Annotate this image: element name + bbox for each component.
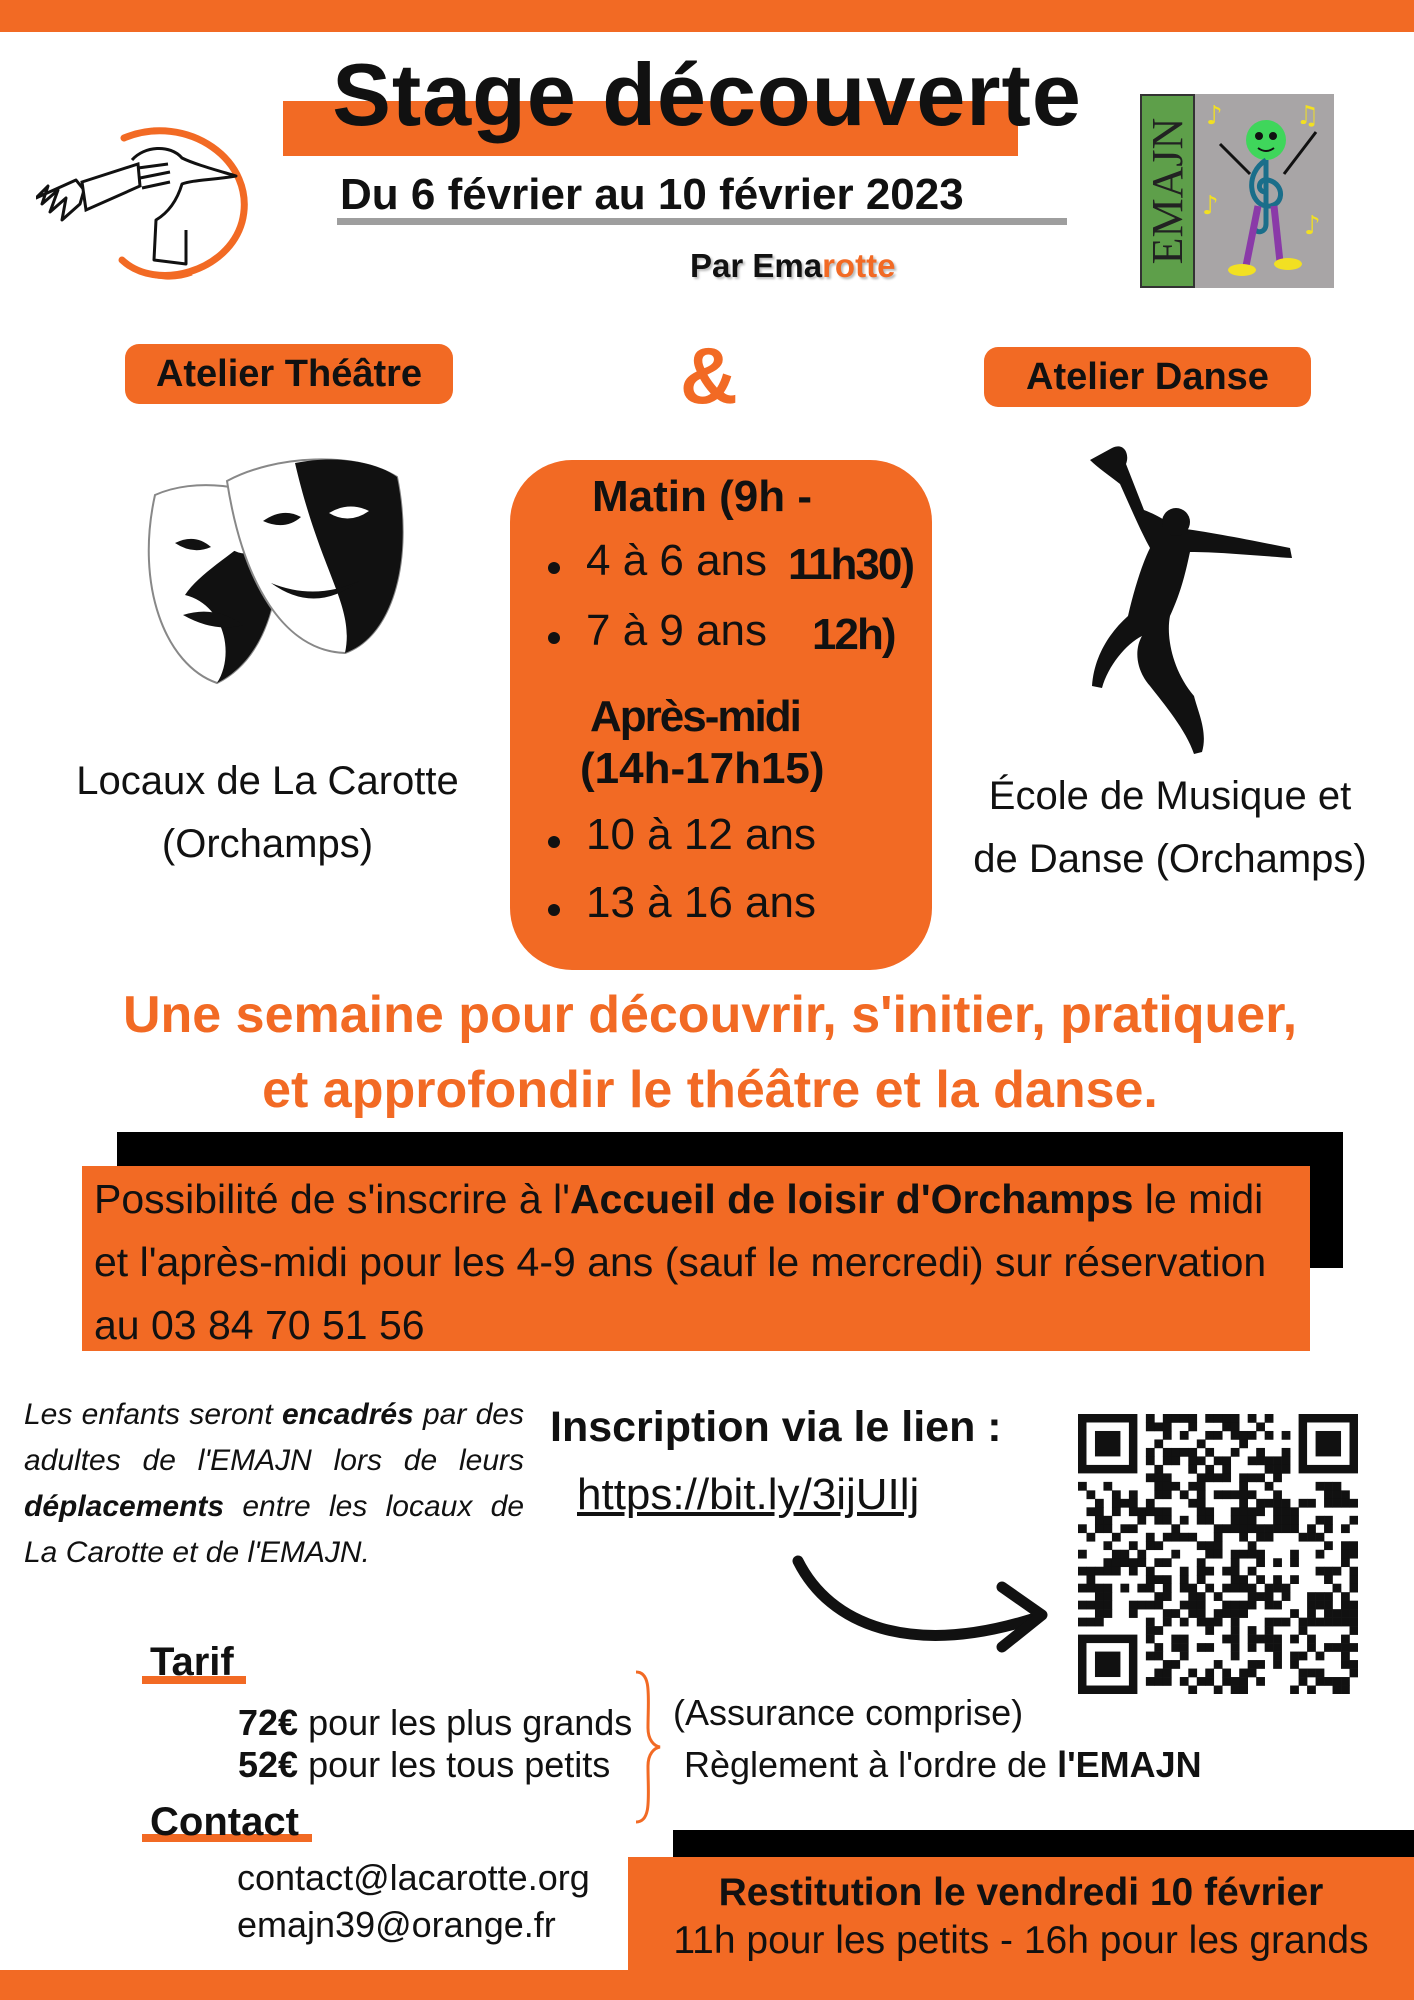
theatre-location-line1: Locaux de La Carotte <box>76 759 459 803</box>
tarif-title: Tarif <box>150 1640 234 1684</box>
organizer-suffix: rotte <box>822 247 896 284</box>
svg-text:♪: ♪ <box>1304 211 1321 241</box>
tarif-item-1 <box>238 1702 632 1744</box>
payment-prefix: Règlement à l'ordre de <box>684 1744 1058 1785</box>
bottom-border <box>0 1970 1414 2000</box>
danse-location-line2: de Danse (Orchamps) <box>973 837 1367 881</box>
slogan-line2: et approfondir le théâtre et la danse. <box>262 1061 1158 1119</box>
danse-location-line1: École de Musique et <box>988 774 1352 818</box>
tag-atelier-theatre: Atelier Théâtre <box>125 344 453 404</box>
payment-bold: l'EMAJN <box>1057 1744 1202 1785</box>
arrow-icon <box>790 1545 1060 1665</box>
supervision-note <box>24 1392 524 1576</box>
dancer-silhouette-icon <box>1060 440 1300 760</box>
morning-group-1-end: 11h30) <box>788 540 913 589</box>
contact-email-1[interactable]: contact@lacarotte.org <box>237 1857 590 1898</box>
restitution-line1: Restitution le vendredi 10 février <box>718 1871 1324 1914</box>
morning-group-2-end: 12h) <box>812 610 895 659</box>
registration-label: Inscription via le lien : <box>550 1403 1002 1451</box>
supervision-t2: par des adultes de l'EMAJN lors de leurs <box>24 1398 524 1477</box>
tarif-item-1-desc: pour les plus grands <box>298 1702 633 1743</box>
morning-group-1-age: 4 à 6 ans <box>586 536 768 585</box>
notice-box <box>82 1166 1310 1351</box>
supervision-b1: encadrés <box>281 1398 414 1431</box>
morning-group-2-age: 7 à 9 ans <box>586 606 768 655</box>
emajn-logo-text: EMAJN <box>1143 117 1192 265</box>
brace-icon <box>632 1668 662 1826</box>
event-dates: Du 6 février au 10 février 2023 <box>340 170 964 219</box>
danse-location <box>940 765 1400 891</box>
tarif-item-2 <box>238 1744 610 1786</box>
theatre-location-line2: (Orchamps) <box>161 822 374 866</box>
notice-bold: Accueil de loisir d'Orchamps <box>569 1176 1134 1222</box>
organizer-prefix: Par Ema <box>690 247 823 284</box>
qr-code[interactable] <box>1078 1414 1358 1694</box>
payment-note <box>684 1744 1202 1786</box>
bullet <box>548 562 560 574</box>
bullet <box>548 632 560 644</box>
notice-part2: le midi et l'après-midi pour les 4-9 ans (sauf le mercredi) sur réservation au 03 84 70 51 56 <box>94 1176 1267 1348</box>
afternoon-group-1: 10 à 12 ans <box>586 810 816 859</box>
svg-text:♪: ♪ <box>1202 191 1219 221</box>
insurance-note: (Assurance comprise) <box>673 1692 1024 1733</box>
tarif-item-2-price: 52€ <box>238 1744 299 1785</box>
organizer-credit <box>690 247 895 285</box>
slogan-line1: Une semaine pour découvrir, s'initier, pratiquer, <box>122 986 1298 1044</box>
contact-title: Contact <box>150 1800 299 1844</box>
supervision-t1: Les enfants seront <box>24 1398 282 1431</box>
tag-atelier-danse: Atelier Danse <box>984 347 1311 407</box>
svg-text:♪: ♪ <box>1206 101 1223 131</box>
restitution-line2: 11h pour les petits - 16h pour les grands <box>673 1919 1369 1962</box>
restitution-box <box>628 1857 1414 1970</box>
afternoon-group-2: 13 à 16 ans <box>586 878 816 927</box>
tarif-item-2-desc: pour les tous petits <box>298 1744 611 1785</box>
page-title: Stage découverte <box>332 45 1082 144</box>
emajn-logo <box>1140 94 1334 288</box>
tarif-item-1-price: 72€ <box>238 1702 299 1743</box>
theatre-location <box>30 750 505 876</box>
afternoon-title-line1: Après-midi <box>590 692 800 741</box>
schedule-box <box>510 460 932 970</box>
bullet <box>548 836 560 848</box>
ampersand: & <box>680 331 738 420</box>
svg-text:♫: ♫ <box>1296 101 1320 131</box>
morning-title: Matin (9h - <box>592 472 812 521</box>
supervision-b2: déplacements <box>24 1490 225 1523</box>
bullet <box>548 904 560 916</box>
registration-link[interactable]: https://bit.ly/3ijUIlj <box>577 1470 920 1519</box>
theatre-masks-icon <box>145 455 405 690</box>
notice-text <box>94 1168 1304 1357</box>
notice-part1: Possibilité de s'inscrire à l' <box>94 1176 570 1222</box>
supervision-t3: entre les locaux de La Carotte et de l'EMAJN. <box>24 1490 524 1569</box>
contact-email-2[interactable]: emajn39@orange.fr <box>237 1904 556 1945</box>
afternoon-title-line2: (14h-17h15) <box>580 744 825 793</box>
top-border <box>0 0 1414 32</box>
